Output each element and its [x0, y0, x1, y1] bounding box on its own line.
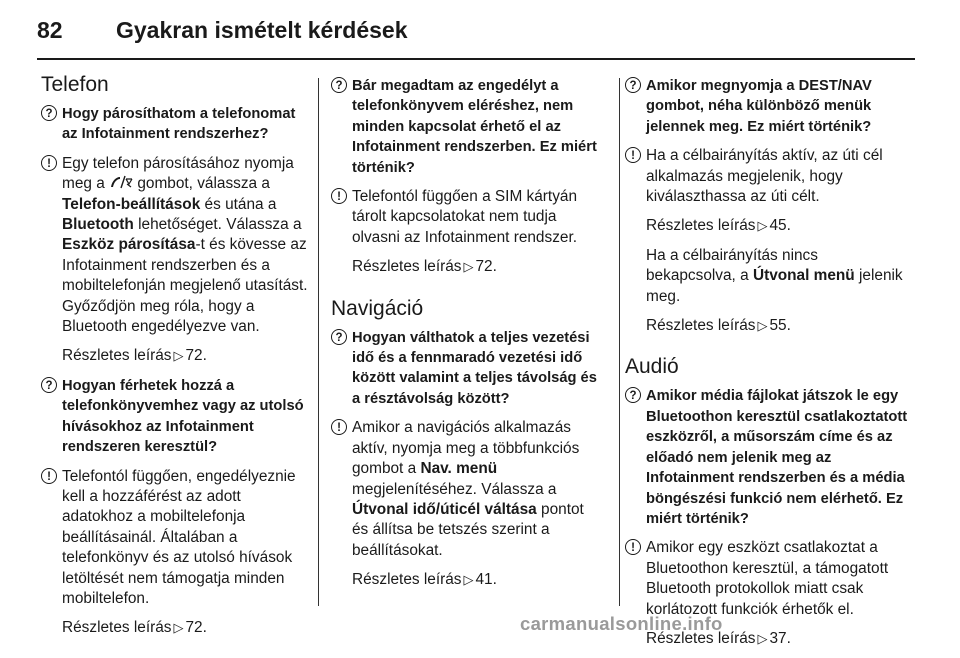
reference: Részletes leírás ▷ 45. [646, 217, 791, 235]
answer-icon: ! [41, 155, 57, 171]
question-text: Bár megadtam az engedélyt a telefonkönyvem eléréshez, nem minden kapcsolat érhető el az Infotainment rendszerben. Ez miért történik? [352, 78, 597, 176]
question-icon: ? [41, 105, 57, 121]
page-number: 82 [37, 17, 63, 43]
reference: Részletes leírás ▷ 72. [62, 619, 207, 637]
arrow-icon: ▷ [757, 630, 768, 646]
answer-icon: ! [41, 468, 57, 484]
question-item [331, 76, 599, 178]
phone-icon [109, 175, 133, 189]
page-header [0, 0, 960, 62]
arrow-icon: ▷ [757, 218, 768, 234]
answer-text: Telefontól függően, engedélyeznie kell a hozzáférést az adott adatokhoz a mobiltelefonja beállításainál. Általában a telefonkönyv és az utolsó hívások letöltését nem támogatja minden mobiltelefon. [62, 467, 296, 607]
answer-text: Ha a célbairányítás aktív, az úti cél alkalmazás megjelenik, hogy kiválaszthassa az úti célt. [646, 147, 883, 206]
question-icon: ? [331, 77, 347, 93]
answer-item [331, 187, 599, 248]
answer-item: ! Egy telefon párosításához nyomja meg a gombot, válassza a Telefon-beállítások és utána a Bluetooth lehetőséget. Válassza a Eszköz párosítása-t és kövesse az Infotainment rendszerben és a mobiltelefonján megjelenő utasítást. Győződjön meg róla, hogy a Bluetooth engedélyezve van. [41, 154, 309, 338]
column-2 [331, 76, 599, 600]
answer-item [625, 538, 910, 620]
question-item [625, 76, 910, 137]
question-item [625, 386, 910, 529]
answer-paragraph: Ha a célbairányítás nincs bekapcsolva, a Útvonal menü jelenik meg. [646, 246, 903, 305]
arrow-icon: ▷ [757, 318, 768, 334]
section-title-navigacio: Navigáció [331, 296, 424, 320]
answer-icon: ! [331, 188, 347, 204]
arrow-icon: ▷ [173, 348, 184, 364]
question-icon: ? [41, 377, 57, 393]
question-icon: ? [625, 77, 641, 93]
section-title-audio: Audió [625, 355, 679, 379]
reference: Részletes leírás ▷ 41. [352, 571, 497, 589]
answer-text: Telefontól függően a SIM kártyán tárolt kapcsolatokat nem tudja olvasni az Infotainment rendszer. [352, 188, 578, 246]
question-text: Amikor média fájlokat játszok le egy Bluetoothon keresztül csatlakoztatott eszközről, a műsorszám címe és az előadó nem jelenik meg az Infotainment rendszerben és a média böngészési funkció nem elérhető. Ez miért történik? [646, 388, 908, 527]
answer-item: ! Amikor a navigációs alkalmazás aktív, nyomja meg a többfunkciós gombot a Nav. menü megjelenítéséhez. Válassza a Útvonal idő/úticél váltása pontot és állítsa be tetszés szerint a beállításokat. [331, 418, 599, 561]
answer-icon: ! [331, 419, 347, 435]
column-divider [318, 78, 319, 606]
arrow-icon: ▷ [463, 572, 474, 588]
header-rule [37, 58, 915, 60]
question-text: Hogyan férhetek hozzá a telefonkönyvemhez vagy az utolsó hívásokhoz az Infotainment rendszeren keresztül? [62, 377, 304, 456]
column-divider [619, 78, 620, 606]
arrow-icon: ▷ [463, 259, 474, 275]
question-item [41, 376, 309, 458]
question-text: Hogyan válthatok a teljes vezetési idő és a fennmaradó vezetési idő között valamint a teljes távolság és a résztávolság között? [352, 329, 597, 407]
question-text: Amikor megnyomja a DEST/NAV gombot, néha különböző menük jelennek meg. Ez miért történik? [646, 78, 872, 135]
question-text: Hogy párosíthatom a telefonomat az Infotainment rendszerhez? [62, 106, 296, 143]
section-title-telefon: Telefon [41, 73, 109, 96]
question-item [41, 104, 309, 145]
answer-icon: ! [625, 539, 641, 555]
reference: Részletes leírás ▷ 55. [646, 317, 791, 335]
reference: Részletes leírás ▷ 72. [62, 347, 207, 365]
arrow-icon: ▷ [173, 620, 184, 636]
column-1 [41, 72, 309, 648]
page-title: Gyakran ismételt kérdések [116, 17, 408, 43]
answer-item [41, 467, 309, 610]
question-item [331, 328, 599, 410]
answer-text: Amikor egy eszközt csatlakoztat a Bluetoothon keresztül, a támogatott Bluetooth protokollok miatt csak korlátozott funkciók érhetők el. [646, 539, 889, 618]
reference: Részletes leírás ▷ 72. [352, 258, 497, 276]
column-3 [625, 76, 910, 658]
reference: Részletes leírás ▷ 37. [646, 629, 791, 647]
question-icon: ? [331, 329, 347, 345]
question-icon: ? [625, 387, 641, 403]
watermark: carmanualsonline.info [520, 613, 723, 634]
answer-item [625, 146, 910, 207]
answer-icon: ! [625, 147, 641, 163]
